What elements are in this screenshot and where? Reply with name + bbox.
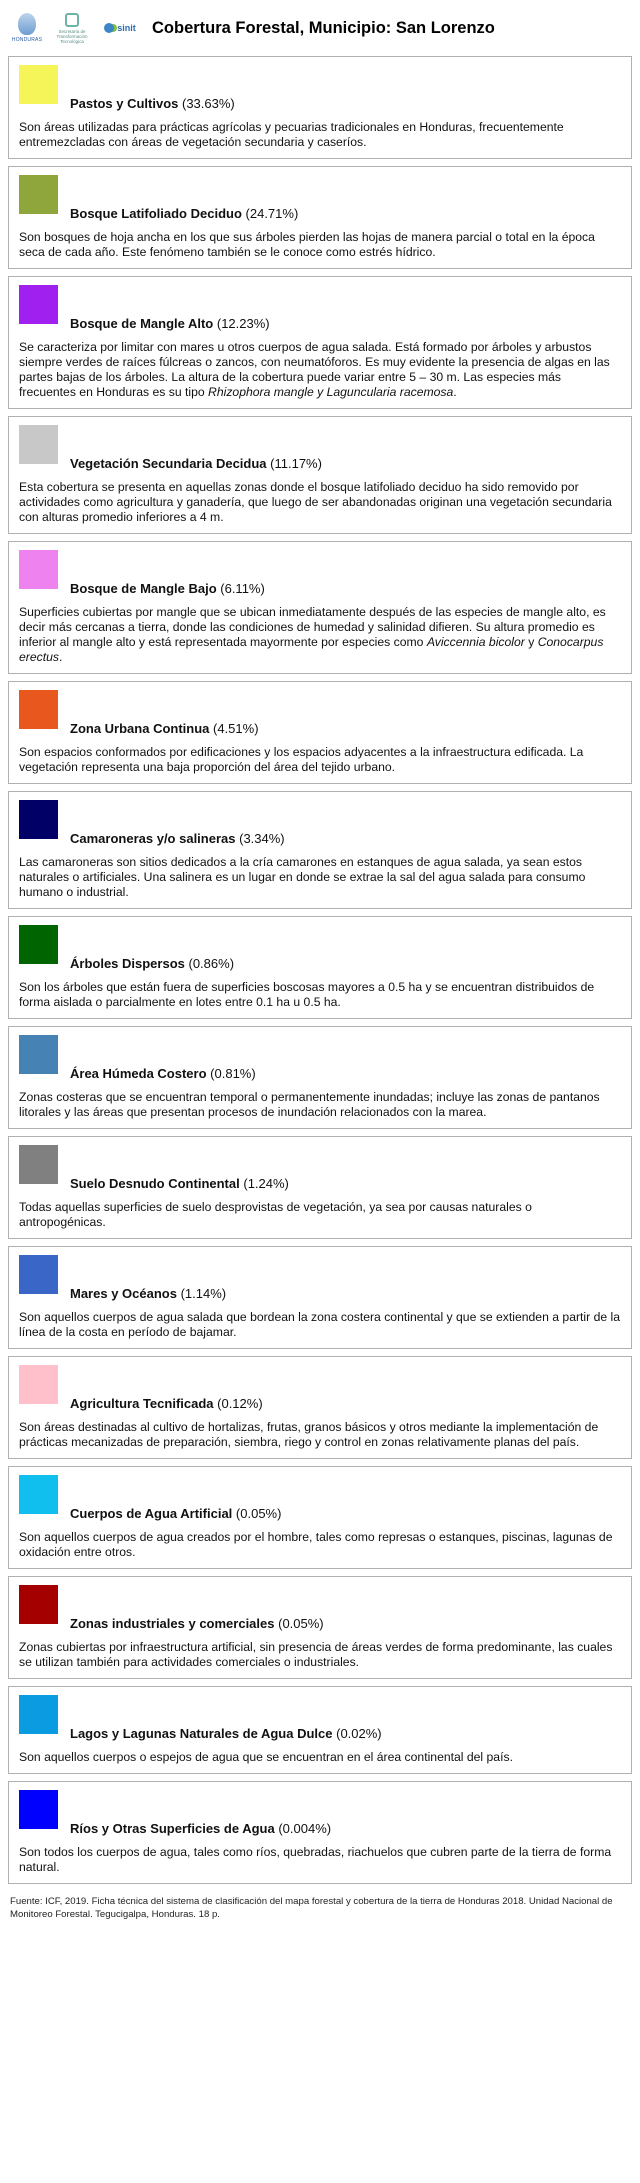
color-swatch: [19, 175, 58, 214]
category-percent: (0.05%): [278, 1616, 324, 1631]
description-text: Son todos los cuerpos de agua, tales como ríos, quebradas, riachuelos que cubren parte de la tierra de forma natural.: [19, 1845, 612, 1874]
category-header: [19, 1145, 621, 1191]
category-description: [19, 230, 621, 260]
category-header: [19, 1585, 621, 1631]
honduras-logo-text: HONDURAS: [11, 37, 43, 43]
page-header: [0, 0, 640, 56]
category-name: Bosque de Mangle Alto: [70, 316, 214, 331]
category-description: [19, 120, 621, 150]
category-title: [70, 316, 270, 331]
color-swatch: [19, 800, 58, 839]
description-text: .: [58, 650, 63, 664]
description-text: Las camaroneras son sitios dedicados a la cría camarones en estanques de agua salada, ya sean estos naturales o artificiales. Una salinera es un lugar en donde se extrae la sal del agua salada para consumo humano o industrial.: [19, 855, 586, 899]
category-name: Mares y Océanos: [70, 1286, 177, 1301]
description-text: Son espacios conformados por edificaciones y los espacios adyacentes a la infraestructura edificada. La vegetación representa una baja proporción del área del tejido urbano.: [19, 745, 584, 774]
category-description: [19, 1750, 621, 1765]
category-title: [70, 96, 235, 111]
category-name: Zona Urbana Continua: [70, 721, 210, 736]
category-description: [19, 480, 621, 525]
category-card: [8, 1466, 632, 1569]
category-description: [19, 1200, 621, 1230]
color-swatch: [19, 1365, 58, 1404]
color-swatch: [19, 1035, 58, 1074]
category-card: [8, 541, 632, 674]
description-text: Son aquellos cuerpos de agua salada que bordean la zona costera continental y que se extienden a partir de la línea de la costa en período de bajamar.: [19, 1310, 620, 1339]
category-title: [70, 206, 298, 221]
source-footer: Fuente: ICF, 2019. Ficha técnica del sistema de clasificación del mapa forestal y cobertura de la tierra de Honduras 2018. Unidad Nacional de Monitoreo Forestal. Tegucigalpa, Honduras. 18 p.: [10, 1896, 613, 1920]
category-description: [19, 980, 621, 1010]
color-swatch: [19, 285, 58, 324]
secretaria-logo-text: Secretaría de Transformación Tecnológica: [56, 28, 88, 44]
category-title: [70, 1396, 263, 1411]
color-swatch: [19, 425, 58, 464]
category-percent: (0.81%): [210, 1066, 256, 1081]
category-name: Zonas industriales y comerciales: [70, 1616, 275, 1631]
description-text: y: [524, 635, 538, 649]
category-card: [8, 1576, 632, 1679]
category-name: Ríos y Otras Superficies de Agua: [70, 1821, 275, 1836]
sinit-mark-icon: [104, 23, 114, 33]
color-swatch: [19, 1145, 58, 1184]
logo-group: [10, 10, 140, 46]
category-header: [19, 285, 621, 331]
category-card: [8, 56, 632, 159]
category-percent: (12.23%): [216, 316, 270, 331]
category-title: [70, 1176, 289, 1191]
category-description: [19, 1845, 621, 1875]
category-name: Agricultura Tecnificada: [70, 1396, 214, 1411]
color-swatch: [19, 1790, 58, 1829]
category-card: [8, 166, 632, 269]
category-card: [8, 1246, 632, 1349]
category-card: [8, 791, 632, 909]
description-text: Zonas costeras que se encuentran temporal o permanentemente inundadas; incluye las zonas de pantanos litorales y las áreas que presentan procesos de inundación relacionados con la marea.: [19, 1090, 600, 1119]
category-header: [19, 175, 621, 221]
description-text: Son bosques de hoja ancha en los que sus árboles pierden las hojas de manera parcial o total en la época seca de cada año. Este fenómeno también se le conoce como estrés hídrico.: [19, 230, 595, 259]
category-header: [19, 1255, 621, 1301]
color-swatch: [19, 1585, 58, 1624]
category-card: [8, 681, 632, 784]
category-description: [19, 1310, 621, 1340]
color-swatch: [19, 65, 58, 104]
species-name: Conocarpus erectus: [19, 635, 604, 664]
category-card: [8, 1686, 632, 1774]
category-percent: (3.34%): [239, 831, 285, 846]
category-name: Bosque de Mangle Bajo: [70, 581, 217, 596]
category-list: [0, 56, 640, 1884]
category-description: [19, 855, 621, 900]
category-header: [19, 925, 621, 971]
page-title: Cobertura Forestal, Municipio: San Lorenzo: [152, 18, 495, 37]
category-header: [19, 1475, 621, 1521]
category-percent: (1.14%): [180, 1286, 227, 1301]
category-card: [8, 1026, 632, 1129]
category-header: [19, 1365, 621, 1411]
category-description: [19, 1530, 621, 1560]
category-description: [19, 605, 621, 665]
color-swatch: [19, 550, 58, 589]
category-header: [19, 65, 621, 111]
category-title: [70, 956, 234, 971]
description-text: Son áreas utilizadas para prácticas agrícolas y pecuarias tradicionales en Honduras, frecuentemente entremezcladas con áreas de vegetación secundaria y caseríos.: [19, 120, 564, 149]
category-name: Bosque Latifoliado Deciduo: [70, 206, 242, 221]
category-percent: (4.51%): [213, 721, 259, 736]
category-title: [70, 1066, 256, 1081]
category-name: Cuerpos de Agua Artificial: [70, 1506, 233, 1521]
category-header: [19, 1035, 621, 1081]
category-description: [19, 1090, 621, 1120]
description-text: Esta cobertura se presenta en aquellas zonas donde el bosque latifoliado deciduo ha sido removido por actividades como agricultura y ganadería, que luego de ser abandonadas originan una vegetación secundaria con alturas promedio inferiores a 4 m.: [19, 480, 612, 524]
category-title: [70, 1821, 331, 1836]
category-percent: (11.17%): [270, 456, 322, 471]
description-text: Se caracteriza por limitar con mares u otros cuerpos de agua salada. Está formado por árboles y arbustos siempre verdes de raíces fúlcreas o zancos, con neumatóforos. Es muy evidente la presencia de algas en las partes bajas de los árboles. La altura de la cobertura puede variar entre 5 – 30 m. Las especies más frecuentes en Honduras es su tipo: [19, 340, 610, 399]
category-title: [70, 721, 259, 736]
category-title: [70, 1506, 281, 1521]
category-title: [70, 1286, 226, 1301]
category-name: Camaroneras y/o salineras: [70, 831, 236, 846]
category-title: [70, 831, 285, 846]
color-swatch: [19, 1255, 58, 1294]
category-name: Pastos y Cultivos: [70, 96, 179, 111]
sinit-logo-text: sinit: [117, 23, 136, 33]
secretaria-logo: [54, 10, 90, 46]
species-name: Rhizophora mangle y Laguncularia racemosa: [208, 385, 454, 399]
category-header: [19, 800, 621, 846]
color-swatch: [19, 690, 58, 729]
description-text: Son áreas destinadas al cultivo de hortalizas, frutas, granos básicos y otros mediante la implementación de prácticas mecanizadas de preparación, siembra, riego y control en zonas relativamente planas del país.: [19, 1420, 599, 1449]
category-name: Lagos y Lagunas Naturales de Agua Dulce: [70, 1726, 333, 1741]
category-header: [19, 550, 621, 596]
category-name: Vegetación Secundaria Decidua: [70, 456, 267, 471]
category-description: [19, 340, 621, 400]
category-percent: (6.11%): [220, 581, 265, 596]
category-title: [70, 1616, 324, 1631]
category-percent: (0.12%): [217, 1396, 263, 1411]
description-text: Son los árboles que están fuera de superficies boscosas mayores a 0.5 ha y se encuentran distribuidos de forma aislada o parcialmente en lotes entre 0.1 ha u 0.5 ha.: [19, 980, 595, 1009]
category-title: [70, 456, 322, 471]
description-text: .: [453, 385, 457, 399]
category-percent: (33.63%): [182, 96, 235, 111]
color-swatch: [19, 925, 58, 964]
category-name: Árboles Dispersos: [70, 956, 185, 971]
category-card: [8, 276, 632, 409]
description-text: Zonas cubiertas por infraestructura artificial, sin presencia de áreas verdes de forma predominante, las cuales se utilizan también para actividades comerciales o industriales.: [19, 1640, 613, 1669]
description-text: Superficies cubiertas por mangle que se ubican inmediatamente después de las especies de mangle alto, es decir más cercanas a tierra, donde las condiciones de humedad y salinidad difieren. Su altura promedio es inferior al mangle alto y está representada mayormente por especies como: [19, 605, 606, 649]
description-text: Son aquellos cuerpos o espejos de agua que se encuentran en el área continental del país.: [19, 1750, 513, 1764]
secretaria-mark-icon: [65, 13, 79, 27]
category-percent: (0.004%): [278, 1821, 332, 1836]
honduras-emblem-icon: [18, 13, 36, 35]
category-percent: (0.86%): [188, 956, 235, 971]
category-card: [8, 416, 632, 534]
species-name: Aviccennia bicolor: [426, 635, 525, 649]
category-name: Suelo Desnudo Continental: [70, 1176, 240, 1191]
category-description: [19, 1640, 621, 1670]
category-description: [19, 1420, 621, 1450]
honduras-logo: [10, 10, 44, 46]
category-card: [8, 1356, 632, 1459]
category-percent: (1.24%): [243, 1176, 289, 1191]
category-header: [19, 1790, 621, 1836]
description-text: Todas aquellas superficies de suelo desprovistas de vegetación, ya sea por causas naturales o antropogénicas.: [19, 1200, 532, 1229]
category-name: Área Húmeda Costero: [70, 1066, 207, 1081]
color-swatch: [19, 1475, 58, 1514]
category-percent: (0.05%): [235, 1506, 282, 1521]
category-card: [8, 1136, 632, 1239]
sinit-logo: [100, 10, 140, 46]
category-card: [8, 916, 632, 1019]
category-header: [19, 425, 621, 471]
category-title: [70, 581, 265, 596]
color-swatch: [19, 1695, 58, 1734]
category-card: [8, 1781, 632, 1884]
category-percent: (24.71%): [245, 206, 299, 221]
description-text: Son aquellos cuerpos de agua creados por el hombre, tales como represas o estanques, piscinas, lagunas de oxidación entre otros.: [19, 1530, 613, 1559]
category-header: [19, 1695, 621, 1741]
category-title: [70, 1726, 382, 1741]
category-header: [19, 690, 621, 736]
category-percent: (0.02%): [336, 1726, 382, 1741]
category-description: [19, 745, 621, 775]
